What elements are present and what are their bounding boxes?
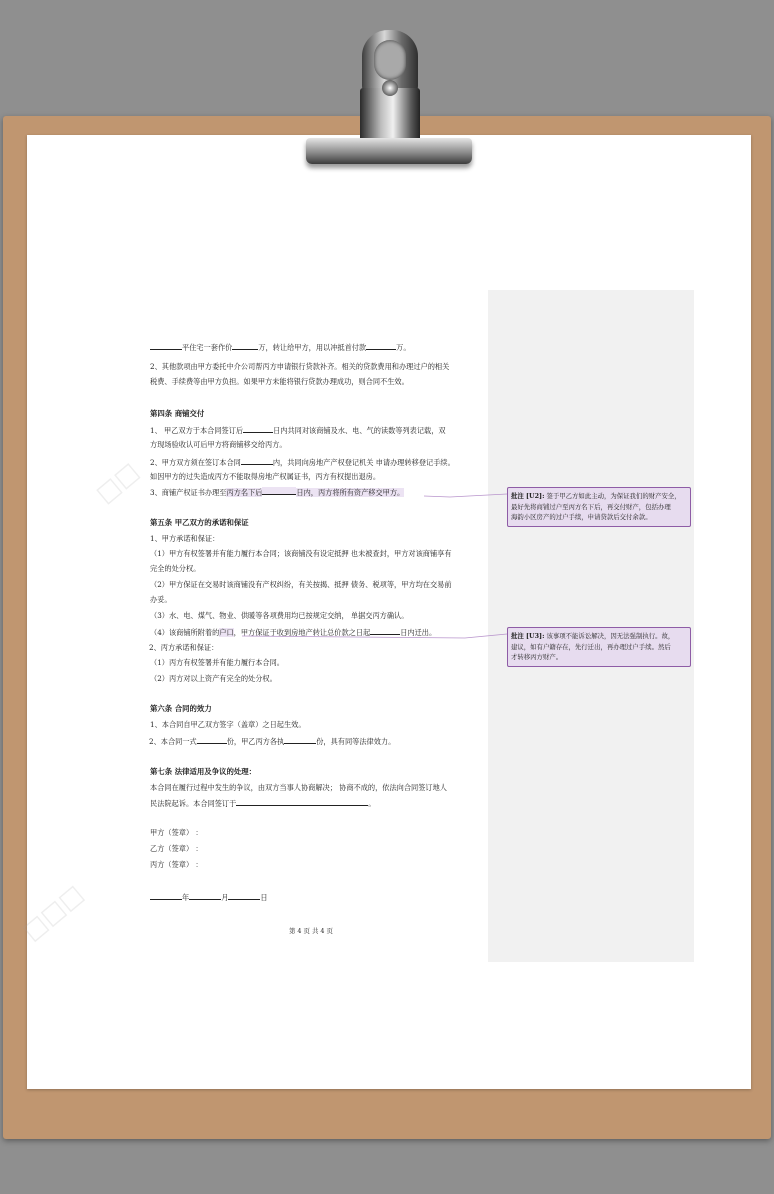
line-text: 月 (221, 893, 229, 902)
line-text: 如因甲方的过失造成丙方不能取得房地产权属证书，丙方有权提出退房。 (150, 472, 381, 481)
comment-text: 建议，如有户籍存在，先行迁出，再办理过户手续。然后 (511, 642, 671, 651)
comment-text: 签于甲乙方如此主动，为保证我们的财产安全， (546, 492, 681, 500)
line-text: 乙方（签章） ： (150, 844, 203, 853)
line-text: 2、丙方承诺和保证： (149, 643, 219, 652)
line-text: 2、本合同一式 (149, 737, 197, 746)
line-text: 份，甲乙丙方各执 (226, 737, 285, 746)
line-text: 2、甲方双方须在签订本合同 (150, 458, 241, 467)
line-text: 万，转让给甲方，用以冲抵首付款 (258, 343, 367, 352)
watermark: ☐☐☐ (18, 881, 92, 949)
line-text: 第五条 甲乙双方的承诺和保证 (150, 518, 249, 527)
line-text: 丙方（签章） ： (150, 860, 203, 869)
line-text: 日内共同对该商铺及水、电、气的读数等列表记载，双 (273, 426, 446, 435)
line-text: 本合同在履行过程中发生的争议，由双方当事人协商解决； 协商不成的，依法向合同签订地人 (150, 783, 447, 792)
comment-balloon[interactable] (507, 627, 691, 667)
line-text: 。 (368, 799, 376, 808)
line-text: （1）丙方有权签署并有能力履行本合同。 (150, 658, 284, 667)
commented-text: 日内，丙方将所有资产移交甲方。 (296, 488, 405, 497)
comment-line (511, 631, 687, 642)
line-text: 1、本合同自甲乙双方签字（盖章）之日起生效。 (150, 720, 306, 729)
line-text: 民法院起诉。本合同签订于 (150, 799, 237, 808)
line-text: 1、 甲乙双方于本合同签订后 (150, 426, 244, 435)
comment-text: 海韵小区房产的过户手续，申请贷款后交付余款。 (511, 513, 652, 521)
watermark: ☐☐ (91, 458, 147, 512)
comment-connector-u3 (242, 634, 507, 638)
line-text: 日 (260, 893, 268, 902)
comment-line (511, 502, 687, 513)
line-text: 内，共同向房地产产权登记机关 申请办理转移登记手续。 (272, 458, 455, 467)
line-text: 第七条 法律适用及争议的处理： (150, 767, 257, 776)
line-text: 甲方（签章） ： (150, 828, 203, 837)
comment-line (511, 642, 687, 653)
line-text: （4）该商铺所附着的 (150, 628, 220, 637)
line-text: 方现场验收认可后甲方将商铺移交给丙方。 (150, 440, 287, 449)
line-text: （3）水、电、煤气、物业、供暖等各项费用均已按规定交纳， 单据交丙方确认。 (150, 611, 409, 620)
comment-label: 批注 [U2]: (511, 492, 545, 500)
commented-text: 户口 (219, 628, 234, 637)
line-text: 万。 (396, 343, 411, 352)
line-text: 平住宅一套作价 (182, 343, 233, 352)
comment-text: 最好先将商铺过户至丙方名下后，再交付财产，包括办理 (511, 502, 671, 511)
line-text: 第六条 合同的效力 (150, 704, 212, 713)
line-text: 2、其他款项由甲方委托中介公司帮丙方申请银行贷款补齐。相关的贷款费用和办理过户的相关 (150, 362, 450, 371)
comment-connector-u2 (424, 494, 507, 497)
line-text: 份，具有同等法律效力。 (316, 737, 396, 746)
line-text: 3、商铺产权证书办理至 (150, 488, 227, 497)
comment-line (511, 491, 687, 502)
line-text: （2）丙方对以上资产有完全的处分权。 (150, 674, 277, 683)
line-text: 税费、手续费等由甲方负担。如果甲方未能将银行贷款办理成功，则合同不生效。 (150, 377, 409, 386)
commented-text: 丙方名下后 (226, 488, 263, 497)
line-text: 办妥。 (150, 595, 172, 604)
comment-line (511, 652, 687, 663)
line-text: 完全的处分权。 (150, 564, 201, 573)
line-text: （1）甲方有权签署并有能力履行本合同；该商铺没有设定抵押 也未被查封，甲方对该商铺享有 (150, 549, 452, 558)
comment-line (511, 512, 687, 523)
line-text: 第四条 商铺交付 (150, 409, 205, 418)
page-footer: 第 4 页 共 4 页 (289, 927, 333, 935)
line-text: （2）甲方保证在交易时该商铺没有产权纠纷，有关按揭、抵押 债务、税项等，甲方均在交易前 (150, 580, 452, 589)
line-text: ，甲方保证于收到房地产转让总价款之日起 (233, 628, 371, 637)
line-text: 年 (182, 893, 190, 902)
comment-text: 该事项不能诉讼解决，因无法强制执行。故， (546, 632, 675, 640)
comment-text: 才转移丙方财产。 (511, 653, 563, 661)
line-text: 日内迁出。 (400, 628, 437, 637)
comment-label: 批注 [U3]: (511, 632, 545, 640)
line-text: 1、甲方承诺和保证： (150, 534, 220, 543)
comment-balloon[interactable] (507, 487, 691, 527)
